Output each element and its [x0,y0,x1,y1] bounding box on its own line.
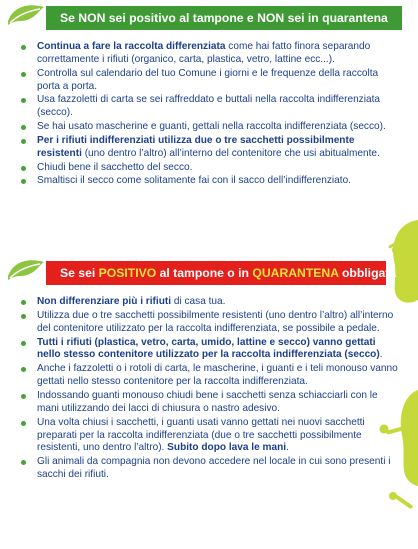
bullet-icon [21,394,26,399]
list-item: Non differenziare più i rifiuti di casa tua. [18,296,398,309]
section-banner: Se NON sei positivo al tampone e NON sei in quarantena [46,6,402,30]
leaf-icon [6,256,46,282]
bullet-icon [21,314,26,319]
list-item: Tutti i rifiuti (plastica, vetro, carta, umido, lattine e secco) vanno gettati nello stesso contenitore utilizzato per la raccolta indifferenziata (secco). [18,337,398,363]
bullet-icon [21,179,26,184]
bullet-icon [21,45,26,50]
list-item: Gli animali da compagnia non devono accedere nel locale in cui sono presenti i sacchi dei rifiuti. [18,456,398,482]
list-item: Per i rifiuti indifferenziati utilizza due o tre sacchetti possibilmente resistenti (uno dentro l’altro) all’interno del contenitore che usi abitualmente. [18,135,398,161]
bullet-icon [21,367,26,372]
instruction-list [18,296,398,483]
list-item: Usa fazzoletti di carta se sei raffreddato e buttali nella raccolta indifferenziata (secco). [18,94,398,120]
list-item: Controlla sul calendario del tuo Comune i giorni e le frequenze della raccolta porta a porta. [18,68,398,94]
list-item: Continua a fare la raccolta differenziata come hai fatto finora separando correttamente i rifiuti (organico, carta, plastica, vetro, lattine ecc...). [18,41,398,67]
bullet-icon [21,139,26,144]
list-item: Se hai usato mascherine e guanti, gettali nella raccolta indifferenziata (secco). [18,121,398,134]
bullet-icon [21,300,26,305]
list-item: Smaltisci il secco come solitamente fai con il sacco dell’indifferenziato. [18,175,398,188]
bullet-icon [21,341,26,346]
bullet-icon [21,421,26,426]
bullet-icon [21,166,26,171]
list-item: Chiudi bene il sacchetto del secco. [18,162,398,175]
list-item: Una volta chiusi i sacchetti, i guanti usati vanno gettati nei nuovi sacchetti preparati per la raccolta indifferenziata (due o tre sacchetti possibilmente resistenti, uno dentro l’altro). Subito dopo lava le mani. [18,417,398,456]
list-item: Anche i fazzoletti o i rotoli di carta, le mascherine, i guanti e i teli monouso vanno gettati nello stesso contenitore per la raccolta indifferenziata. [18,363,398,389]
instruction-list [18,41,398,189]
list-item: Indossando guanti monouso chiudi bene i sacchetti senza schiacciarli con le mani utilizzando dei lacci di chiusura o nastro adesivo. [18,390,398,416]
section-banner: Se sei POSITIVO al tampone o in QUARANTENA obbligata [46,261,386,285]
bullet-icon [21,460,26,465]
bullet-icon [21,72,26,77]
bullet-icon [21,98,26,103]
list-item: Utilizza due o tre sacchetti possibilmente resistenti (uno dentro l’altro) all’interno del contenitore utilizzato per la raccolta indifferenziata, se possibile a pedale. [18,310,398,336]
leaf-icon [6,1,46,27]
bullet-icon [21,125,26,130]
